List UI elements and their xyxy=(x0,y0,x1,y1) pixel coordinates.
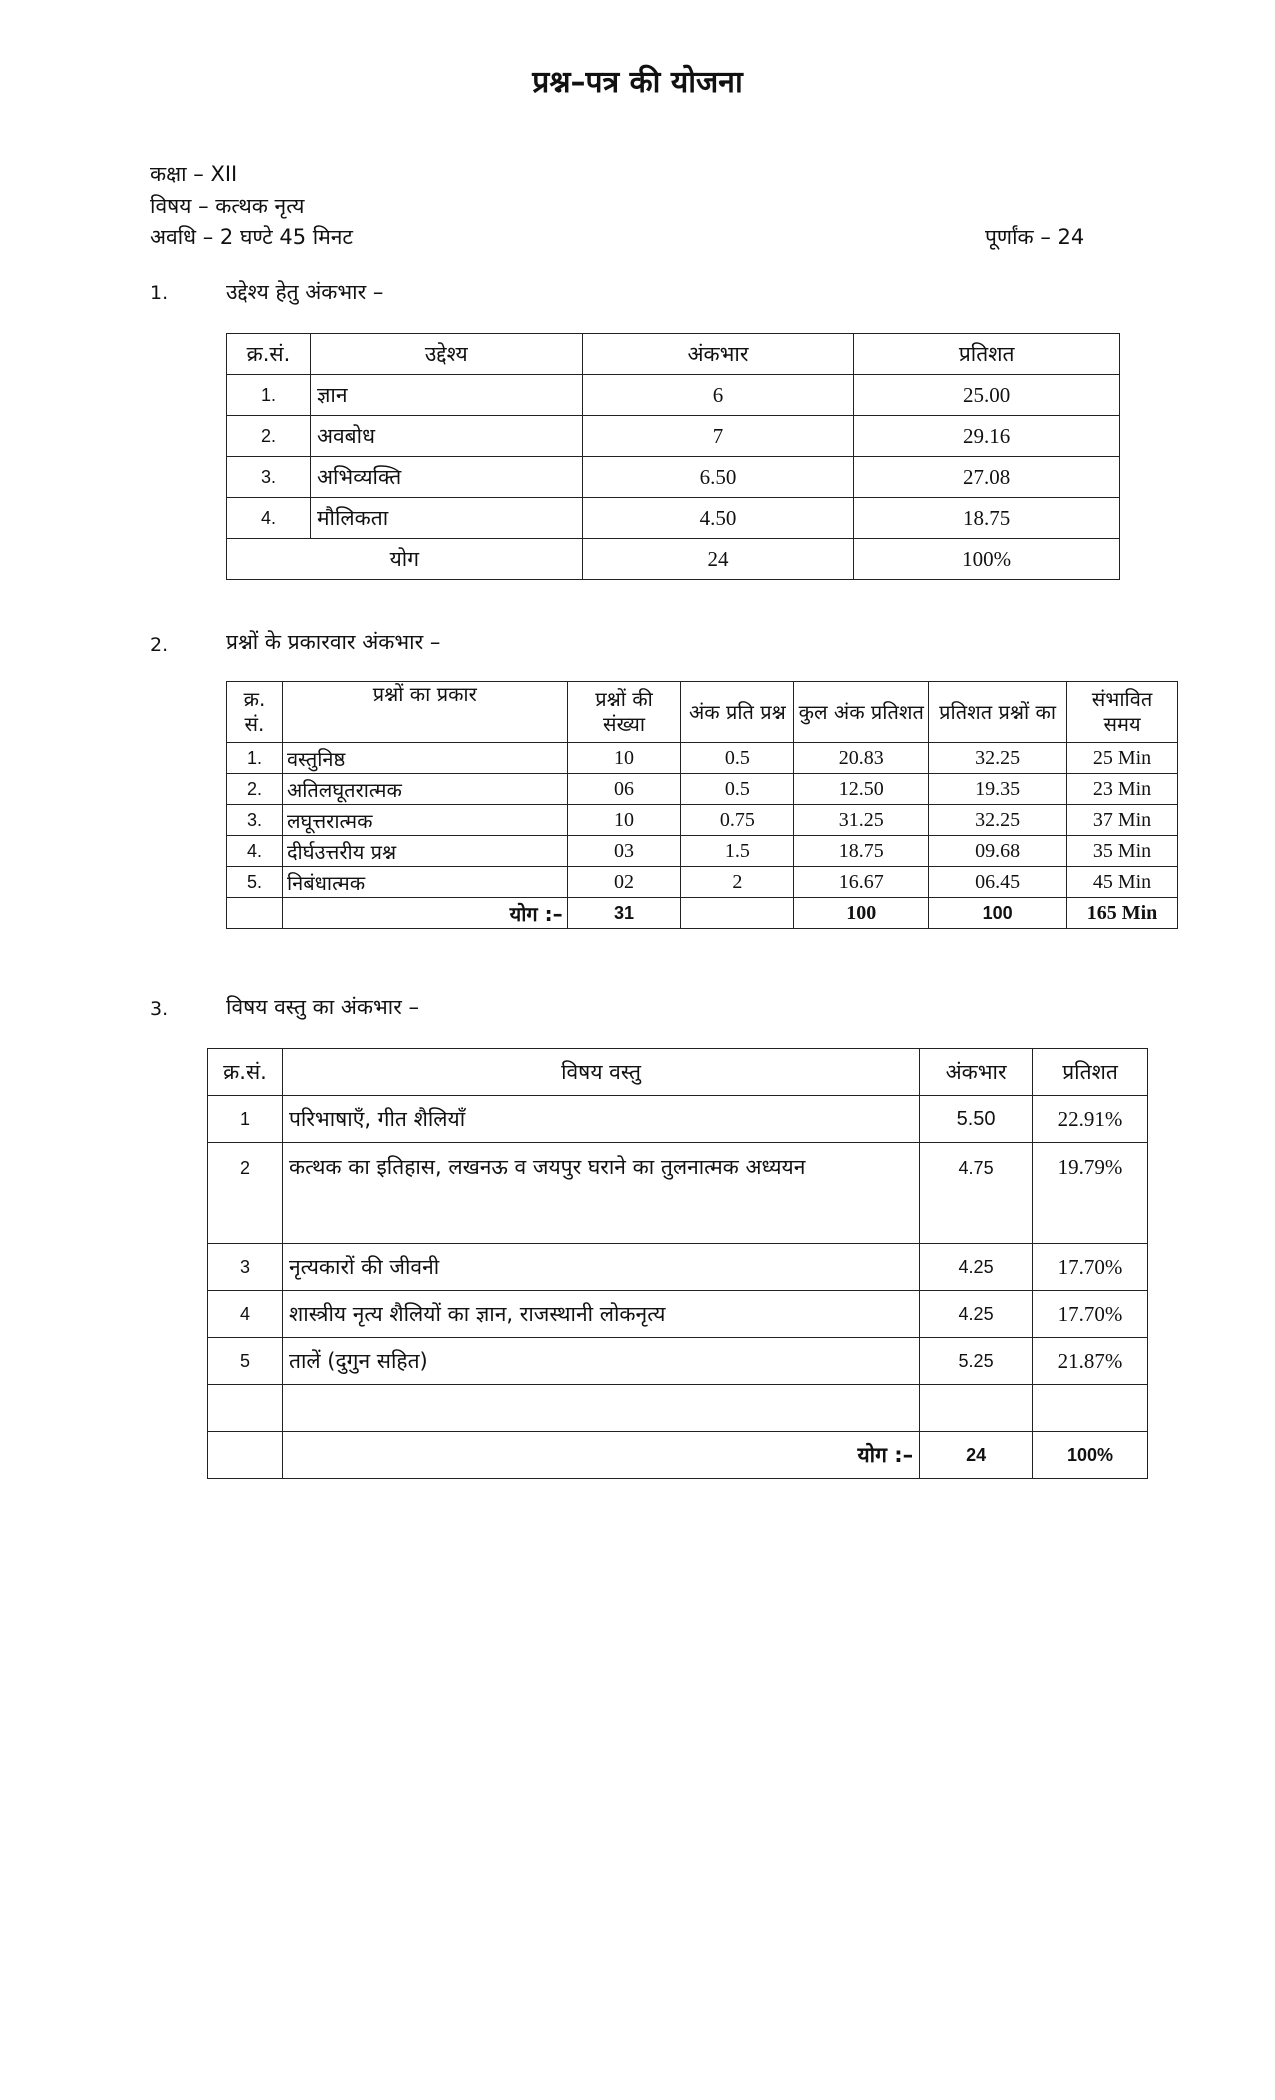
percent-cell: 25.00 xyxy=(854,375,1120,416)
header-cell: प्रतिशत xyxy=(854,334,1120,375)
type-cell: निबंधात्मक xyxy=(282,867,567,898)
percent-cell: 17.70% xyxy=(1033,1291,1148,1338)
content-cell: परिभाषाएँ, गीत शैलियाँ xyxy=(282,1096,919,1143)
table-row xyxy=(227,836,1178,867)
sn-cell: 3 xyxy=(208,1244,283,1291)
section3-title: विषय वस्तु का अंकभार – xyxy=(226,995,419,1019)
marks-cell: 7 xyxy=(582,416,854,457)
table-row xyxy=(208,1096,1148,1143)
header-cell: प्रश्नों का प्रकार xyxy=(282,682,567,743)
count-cell: 10 xyxy=(567,743,681,774)
header-cell: अंकभार xyxy=(582,334,854,375)
percent-cell: 18.75 xyxy=(854,498,1120,539)
questions-percent-cell: 06.45 xyxy=(929,867,1067,898)
section3-number: 3. xyxy=(150,998,169,1020)
header-cell: कुल अंक प्रतिशत xyxy=(794,682,929,743)
total-marks-percent-cell: 18.75 xyxy=(794,836,929,867)
type-cell: लघूत्तरात्मक xyxy=(282,805,567,836)
total-marks: 24 xyxy=(582,539,854,580)
total-time: 165 Min xyxy=(1067,898,1178,929)
total-label: योग :– xyxy=(282,898,567,929)
sn-cell: 3. xyxy=(227,805,283,836)
marks-per-cell: 0.75 xyxy=(681,805,794,836)
type-cell: अतिलघूतरात्मक xyxy=(282,774,567,805)
questions-percent-cell: 09.68 xyxy=(929,836,1067,867)
time-cell: 37 Min xyxy=(1067,805,1178,836)
table-row xyxy=(208,1291,1148,1338)
time-cell: 45 Min xyxy=(1067,867,1178,898)
total-marks-percent-cell: 20.83 xyxy=(794,743,929,774)
sn-cell: 4. xyxy=(227,498,311,539)
total-marks-percent: 100 xyxy=(794,898,929,929)
time-cell: 23 Min xyxy=(1067,774,1178,805)
percent-cell: 19.79% xyxy=(1033,1143,1148,1244)
type-cell: वस्तुनिष्ठ xyxy=(282,743,567,774)
marks-cell: 4.75 xyxy=(920,1143,1033,1244)
percent-cell: 29.16 xyxy=(854,416,1120,457)
sn-cell: 1. xyxy=(227,743,283,774)
total-marks-percent-cell: 31.25 xyxy=(794,805,929,836)
objective-cell: मौलिकता xyxy=(310,498,582,539)
marks-cell: 6 xyxy=(582,375,854,416)
total-label: योग xyxy=(227,539,583,580)
header-cell: प्रतिशत xyxy=(1033,1049,1148,1096)
questions-percent-cell: 19.35 xyxy=(929,774,1067,805)
content-cell: तालें (दुगुन सहित) xyxy=(282,1338,919,1385)
empty-cell xyxy=(208,1432,283,1479)
sn-cell: 1. xyxy=(227,375,311,416)
empty-row xyxy=(208,1385,1148,1432)
sn-cell: 5 xyxy=(208,1338,283,1385)
marks-per-cell: 2 xyxy=(681,867,794,898)
count-cell: 02 xyxy=(567,867,681,898)
class-line: कक्षा – XII xyxy=(150,162,238,186)
table-total-row xyxy=(227,539,1120,580)
table-header-row xyxy=(227,682,1178,743)
table-row xyxy=(227,498,1120,539)
sn-cell: 2. xyxy=(227,774,283,805)
sn-cell: 3. xyxy=(227,457,311,498)
total-marks-percent-cell: 16.67 xyxy=(794,867,929,898)
table-row xyxy=(227,743,1178,774)
table-row xyxy=(227,416,1120,457)
objective-weightage-table xyxy=(226,333,1120,580)
table-total-row xyxy=(208,1432,1148,1479)
header-cell: प्रतिशत प्रश्नों का xyxy=(929,682,1067,743)
marks-cell: 6.50 xyxy=(582,457,854,498)
percent-cell: 22.91% xyxy=(1033,1096,1148,1143)
objective-cell: ज्ञान xyxy=(310,375,582,416)
count-cell: 06 xyxy=(567,774,681,805)
objective-cell: अवबोध xyxy=(310,416,582,457)
time-cell: 35 Min xyxy=(1067,836,1178,867)
sn-cell: 2. xyxy=(227,416,311,457)
empty-cell xyxy=(920,1385,1033,1432)
marks-cell: 4.25 xyxy=(920,1291,1033,1338)
header-cell: अंक प्रति प्रश्न xyxy=(681,682,794,743)
marks-cell: 5.50 xyxy=(920,1096,1033,1143)
marks-per-cell: 0.5 xyxy=(681,774,794,805)
table-row xyxy=(208,1338,1148,1385)
time-cell: 25 Min xyxy=(1067,743,1178,774)
section2-title: प्रश्नों के प्रकारवार अंकभार – xyxy=(226,630,441,654)
question-type-table xyxy=(226,681,1178,929)
percent-cell: 21.87% xyxy=(1033,1338,1148,1385)
header-cell: क्र.सं. xyxy=(208,1049,283,1096)
header-cell: संभावित समय xyxy=(1067,682,1178,743)
sn-cell: 1 xyxy=(208,1096,283,1143)
table-total-row xyxy=(227,898,1178,929)
percent-cell: 27.08 xyxy=(854,457,1120,498)
total-percent: 100% xyxy=(854,539,1120,580)
header-cell: उद्देश्य xyxy=(310,334,582,375)
table-row xyxy=(227,867,1178,898)
marks-cell: 4.25 xyxy=(920,1244,1033,1291)
marks-cell: 4.50 xyxy=(582,498,854,539)
marks-cell: 5.25 xyxy=(920,1338,1033,1385)
table-row xyxy=(227,457,1120,498)
table-header-row xyxy=(208,1049,1148,1096)
empty-cell xyxy=(1033,1385,1148,1432)
table-row xyxy=(227,805,1178,836)
sn-cell: 4 xyxy=(208,1291,283,1338)
percent-cell: 17.70% xyxy=(1033,1244,1148,1291)
empty-cell xyxy=(227,898,283,929)
empty-cell xyxy=(208,1385,283,1432)
header-cell: क्र.सं. xyxy=(227,334,311,375)
table-row xyxy=(227,375,1120,416)
content-cell: नृत्यकारों की जीवनी xyxy=(282,1244,919,1291)
type-cell: दीर्घउत्तरीय प्रश्न xyxy=(282,836,567,867)
count-cell: 03 xyxy=(567,836,681,867)
header-cell: क्र. सं. xyxy=(227,682,283,743)
objective-cell: अभिव्यक्ति xyxy=(310,457,582,498)
full-marks-line: पूर्णांक – 24 xyxy=(985,225,1085,249)
empty-cell xyxy=(282,1385,919,1432)
total-questions-percent: 100 xyxy=(929,898,1067,929)
sn-cell: 4. xyxy=(227,836,283,867)
sn-cell: 2 xyxy=(208,1143,283,1244)
section2-number: 2. xyxy=(150,634,169,656)
duration-line: अवधि – 2 घण्टे 45 मिनट xyxy=(150,225,354,249)
header-cell: प्रश्नों की संख्या xyxy=(567,682,681,743)
section1-number: 1. xyxy=(150,282,169,304)
total-marks-percent-cell: 12.50 xyxy=(794,774,929,805)
total-label: योग :– xyxy=(282,1432,919,1479)
empty-cell xyxy=(681,898,794,929)
table-header-row xyxy=(227,334,1120,375)
header-cell: विषय वस्तु xyxy=(282,1049,919,1096)
content-cell: शास्त्रीय नृत्य शैलियों का ज्ञान, राजस्थानी लोकनृत्य xyxy=(282,1291,919,1338)
content-weightage-table xyxy=(207,1048,1148,1479)
questions-percent-cell: 32.25 xyxy=(929,805,1067,836)
table-row xyxy=(208,1143,1148,1244)
sn-cell: 5. xyxy=(227,867,283,898)
table-row xyxy=(227,774,1178,805)
header-cell: अंकभार xyxy=(920,1049,1033,1096)
page-title: प्रश्न–पत्र की योजना xyxy=(532,65,743,100)
count-cell: 10 xyxy=(567,805,681,836)
total-marks: 24 xyxy=(920,1432,1033,1479)
marks-per-cell: 1.5 xyxy=(681,836,794,867)
total-percent: 100% xyxy=(1033,1432,1148,1479)
subject-line: विषय – कत्थक नृत्य xyxy=(150,194,305,218)
questions-percent-cell: 32.25 xyxy=(929,743,1067,774)
total-count: 31 xyxy=(567,898,681,929)
content-cell: कत्थक का इतिहास, लखनऊ व जयपुर घराने का तुलनात्मक अध्ययन xyxy=(282,1143,919,1244)
section1-title: उद्देश्य हेतु अंकभार – xyxy=(226,280,384,304)
table-row xyxy=(208,1244,1148,1291)
marks-per-cell: 0.5 xyxy=(681,743,794,774)
